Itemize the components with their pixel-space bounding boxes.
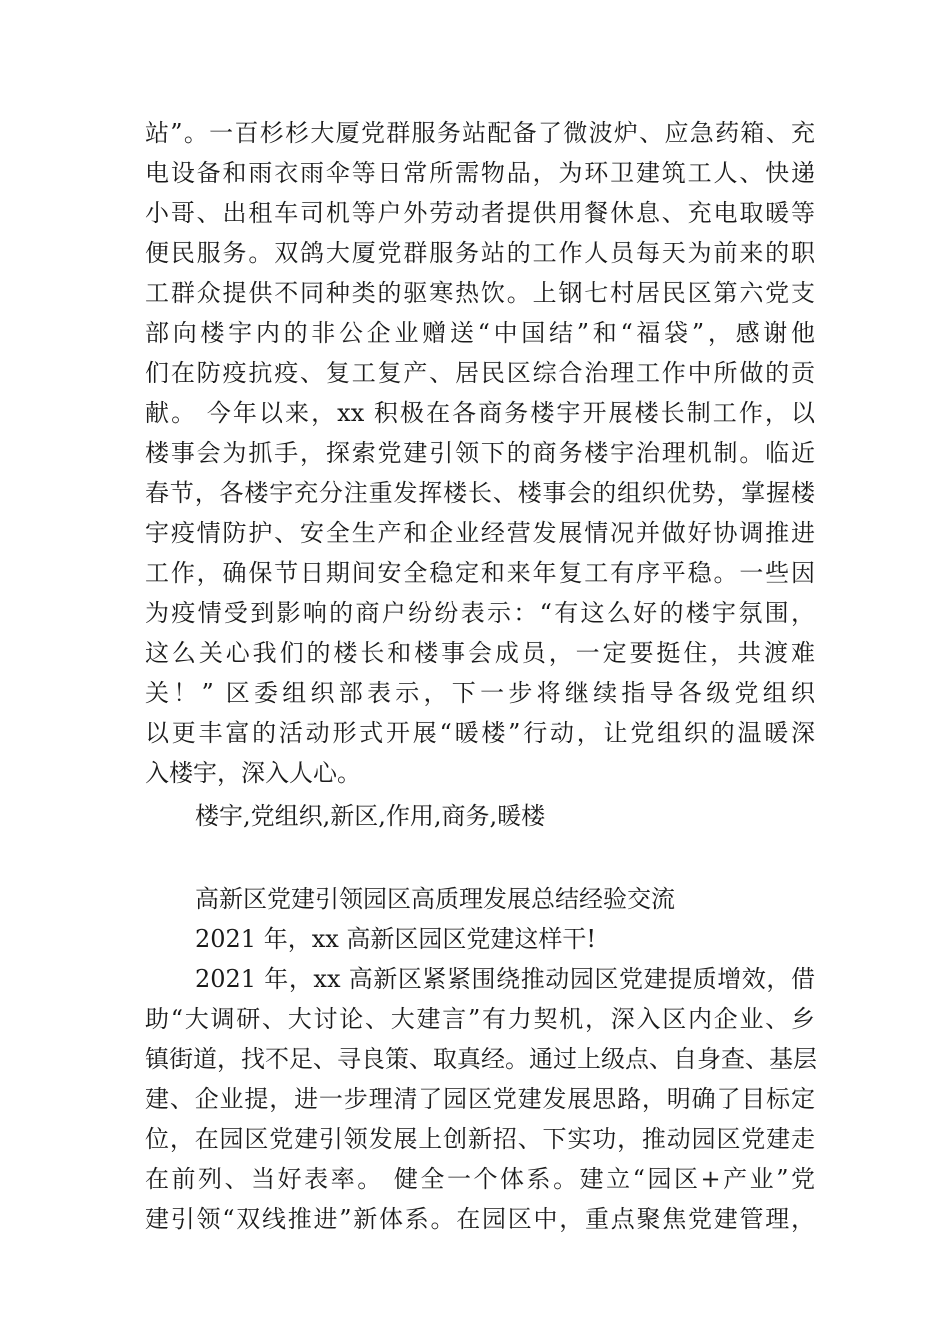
body-line-13: 为疫情受到影响的商户纷纷表示：“有这么好的楼宇氛围， [145,599,815,627]
body-line-8: 献。 今年以来，xx 积极在各商务楼宇开展楼长制工作，以 [145,399,815,427]
article-line-3: 镇街道，找不足、寻良策、取真经。通过上级点、自身查、基层 [145,1045,817,1073]
article-line-2: 助“大调研、大讨论、大建言”有力契机，深入区内企业、乡 [145,1005,815,1033]
body-line-9: 楼事会为抓手，探索党建引领下的商务楼宇治理机制。临近 [145,439,815,467]
article-title: 高新区党建引领园区高质理发展总结经验交流 [195,885,675,913]
body-line-12: 工作，确保节日期间安全稳定和来年复工有序平稳。一些因 [145,559,815,587]
article-line-7: 建引领“双线推进”新体系。在园区中，重点聚焦党建管理， [145,1205,815,1233]
body-line-4: 便民服务。双鸽大厦党群服务站的工作人员每天为前来的职 [145,239,815,267]
article-line-6: 在前列、当好表率。 健全一个体系。建立“园区+产业”党 [145,1165,815,1193]
body-line-11: 宇疫情防护、安全生产和企业经营发展情况并做好协调推进 [145,519,815,547]
body-line-17: 入楼宇，深入人心。 [145,759,361,787]
body-line-7: 们在防疫抗疫、复工复产、居民区综合治理工作中所做的贡 [145,359,815,387]
body-line-10: 春节，各楼宇充分注重发挥楼长、楼事会的组织优势，掌握楼 [145,479,815,507]
body-line-6: 部向楼宇内的非公企业赠送“中国结”和“福袋”，感谢他 [145,319,815,347]
body-line-14: 这么关心我们的楼长和楼事会成员，一定要挺住，共渡难 [145,639,815,667]
keywords-line: 楼宇,党组织,新区,作用,商务,暖楼 [195,802,546,830]
body-line-2: 电设备和雨衣雨伞等日常所需物品，为环卫建筑工人、快递 [145,159,815,187]
body-line-15: 关！” 区委组织部表示，下一步将继续指导各级党组织 [145,679,815,707]
article-line-4: 建、企业提，进一步理清了园区党建发展思路，明确了目标定 [145,1085,815,1113]
body-line-3: 小哥、出租车司机等户外劳动者提供用餐休息、充电取暖等 [145,199,815,227]
article-subtitle: 2021 年，xx 高新区园区党建这样干! [195,925,597,953]
article-line-1: 2021 年，xx 高新区紧紧围绕推动园区党建提质增效，借 [195,965,815,993]
article-line-5: 位，在园区党建引领发展上创新招、下实功，推动园区党建走 [145,1125,815,1153]
body-line-5: 工群众提供不同种类的驱寒热饮。上钢七村居民区第六党支 [145,279,815,307]
body-line-16: 以更丰富的活动形式开展“暖楼”行动，让党组织的温暖深 [145,719,815,747]
body-line-1: 站”。一百杉杉大厦党群服务站配备了微波炉、应急药箱、充 [145,119,815,147]
